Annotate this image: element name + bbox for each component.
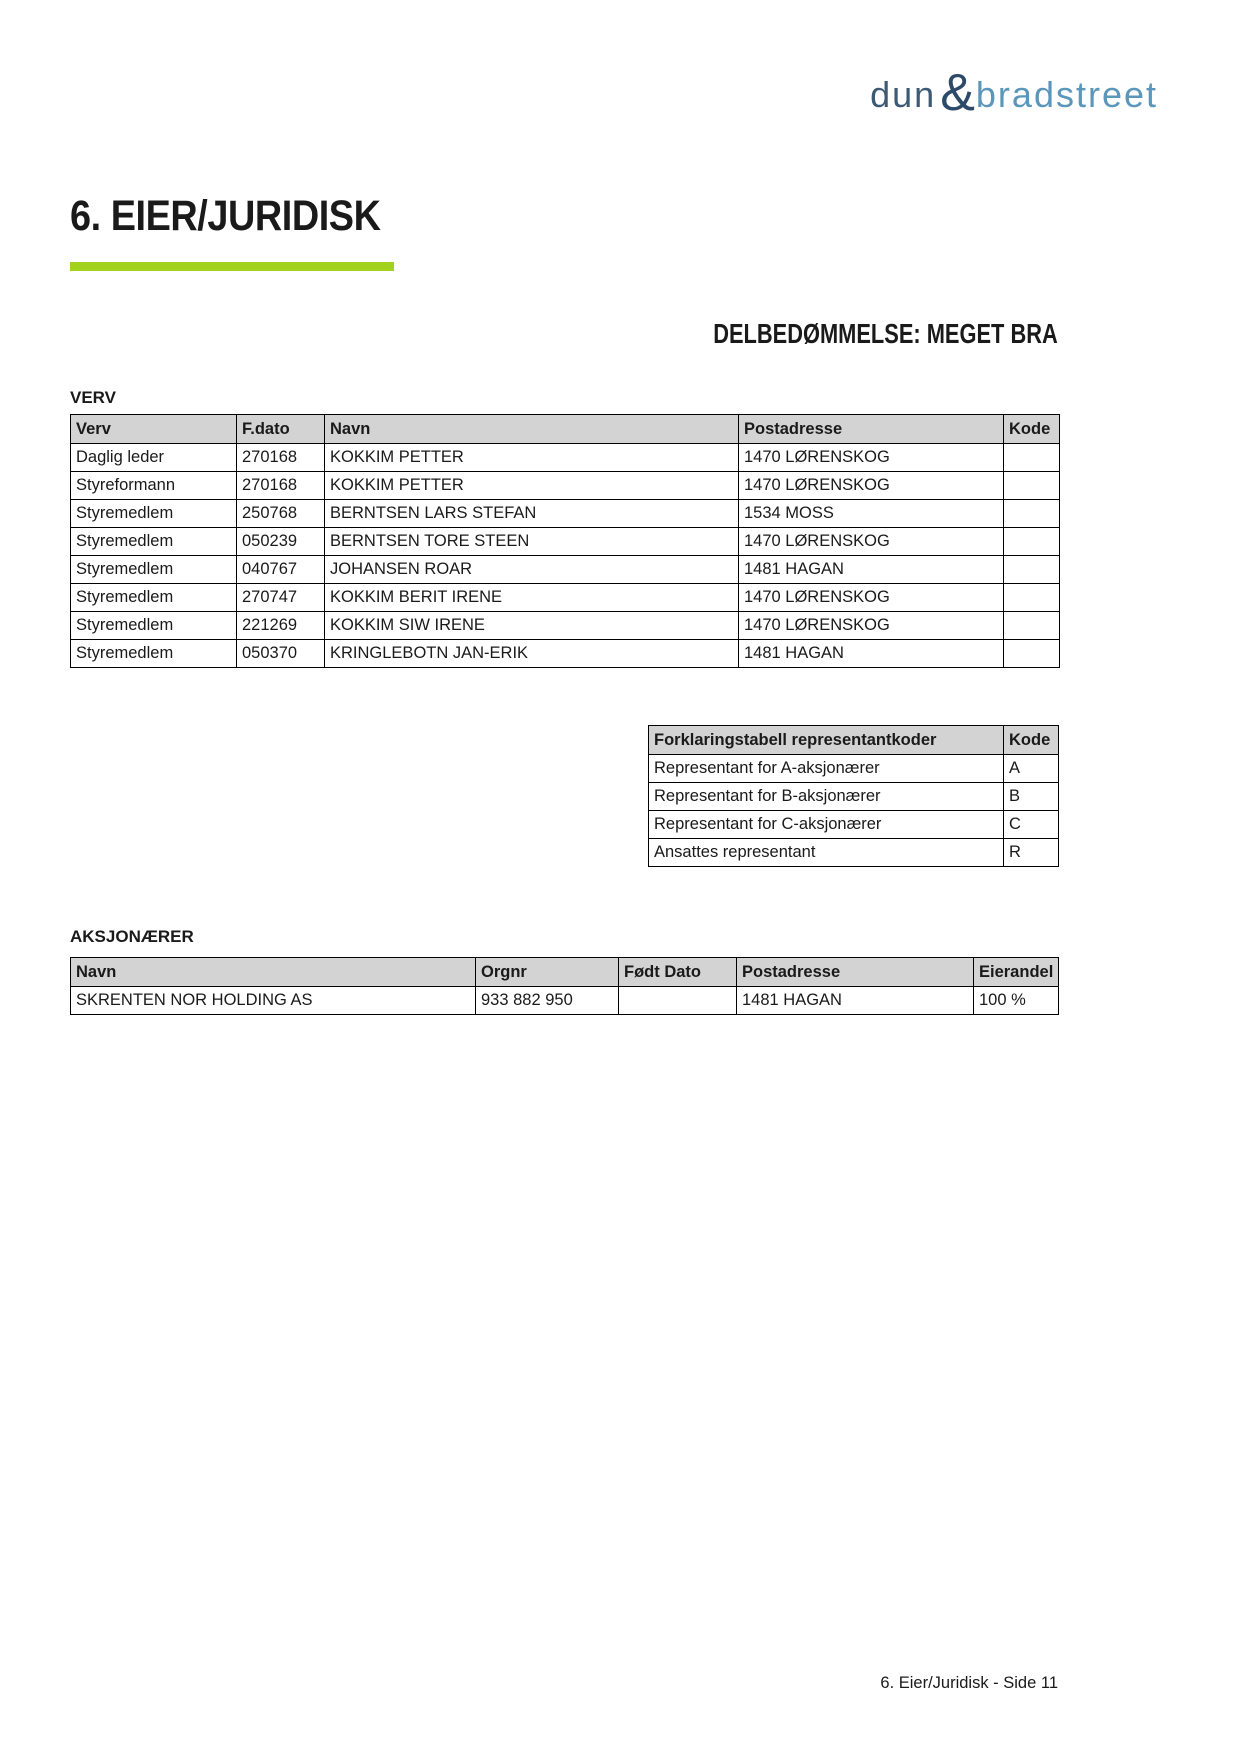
ownership-cell: 100 % <box>974 987 1059 1015</box>
kode-cell <box>1004 640 1060 668</box>
code-cell: R <box>1004 839 1059 867</box>
kode-cell <box>1004 584 1060 612</box>
fdato-cell: 050239 <box>237 528 325 556</box>
verv-cell: Styremedlem <box>71 640 237 668</box>
page-footer: 6. Eier/Juridisk - Side 11 <box>880 1674 1058 1692</box>
birthdate-cell <box>619 987 737 1015</box>
verv-cell: Styremedlem <box>71 556 237 584</box>
code-description-cell: Representant for A-aksjonærer <box>649 755 1004 783</box>
header-cell: Eierandel <box>974 958 1059 987</box>
fdato-cell: 040767 <box>237 556 325 584</box>
table-row <box>649 755 1059 783</box>
navn-cell: KRINGLEBOTN JAN-ERIK <box>325 640 739 668</box>
logo-text-dun: dun <box>870 74 937 115</box>
code-description-cell: Representant for B-aksjonærer <box>649 783 1004 811</box>
table-row <box>649 839 1059 867</box>
header-cell: Navn <box>71 958 476 987</box>
table-row <box>71 444 1060 472</box>
table-row <box>71 612 1060 640</box>
header-cell: Kode <box>1004 415 1060 444</box>
table-row <box>71 987 1059 1015</box>
verv-header-row <box>71 415 1060 444</box>
postadresse-cell: 1470 LØRENSKOG <box>739 528 1004 556</box>
verv-cell: Styreformann <box>71 472 237 500</box>
navn-cell: KOKKIM PETTER <box>325 444 739 472</box>
header-cell: Postadresse <box>737 958 974 987</box>
table-row <box>649 811 1059 839</box>
table-row <box>71 556 1060 584</box>
logo-ampersand-icon: & <box>940 64 975 122</box>
shareholder-name-cell: SKRENTEN NOR HOLDING AS <box>71 987 476 1015</box>
navn-cell: BERNTSEN LARS STEFAN <box>325 500 739 528</box>
dun-bradstreet-logo <box>870 64 1158 122</box>
table-row <box>71 528 1060 556</box>
navn-cell: KOKKIM SIW IRENE <box>325 612 739 640</box>
code-cell: A <box>1004 755 1059 783</box>
kode-cell <box>1004 612 1060 640</box>
postadresse-cell: 1534 MOSS <box>739 500 1004 528</box>
postadresse-cell: 1481 HAGAN <box>739 556 1004 584</box>
fdato-cell: 050370 <box>237 640 325 668</box>
navn-cell: BERNTSEN TORE STEEN <box>325 528 739 556</box>
shareholders-section-label: AKSJONÆRER <box>70 927 194 946</box>
representative-codes-table <box>648 725 1059 867</box>
postadresse-cell: 1470 LØRENSKOG <box>739 584 1004 612</box>
header-cell: Navn <box>325 415 739 444</box>
table-row <box>71 584 1060 612</box>
postadresse-cell: 1470 LØRENSKOG <box>739 612 1004 640</box>
verv-cell: Daglig leder <box>71 444 237 472</box>
header-cell: Kode <box>1004 726 1059 755</box>
postadresse-cell: 1481 HAGAN <box>739 640 1004 668</box>
fdato-cell: 221269 <box>237 612 325 640</box>
fdato-cell: 270168 <box>237 472 325 500</box>
navn-cell: JOHANSEN ROAR <box>325 556 739 584</box>
navn-cell: KOKKIM PETTER <box>325 472 739 500</box>
verv-table <box>70 414 1060 668</box>
shareholders-table <box>70 957 1059 1015</box>
table-row <box>71 472 1060 500</box>
verv-cell: Styremedlem <box>71 612 237 640</box>
code-description-cell: Representant for C-aksjonærer <box>649 811 1004 839</box>
kode-cell <box>1004 472 1060 500</box>
header-cell: Verv <box>71 415 237 444</box>
postadresse-cell: 1470 LØRENSKOG <box>739 444 1004 472</box>
code-header-row <box>649 726 1059 755</box>
header-cell: Postadresse <box>739 415 1004 444</box>
title-accent-bar <box>70 262 394 271</box>
kode-cell <box>1004 500 1060 528</box>
header-cell: Født Dato <box>619 958 737 987</box>
verv-cell: Styremedlem <box>71 584 237 612</box>
postadresse-cell: 1481 HAGAN <box>737 987 974 1015</box>
table-row <box>71 500 1060 528</box>
fdato-cell: 270168 <box>237 444 325 472</box>
code-cell: B <box>1004 783 1059 811</box>
logo-text-bradstreet: bradstreet <box>975 74 1158 115</box>
verv-cell: Styremedlem <box>71 528 237 556</box>
kode-cell <box>1004 444 1060 472</box>
header-cell: Forklaringstabell representantkoder <box>649 726 1004 755</box>
section-rating: DELBEDØMMELSE: MEGET BRA <box>713 318 1058 349</box>
kode-cell <box>1004 528 1060 556</box>
fdato-cell: 250768 <box>237 500 325 528</box>
shareholders-header-row <box>71 958 1059 987</box>
table-row <box>649 783 1059 811</box>
postadresse-cell: 1470 LØRENSKOG <box>739 472 1004 500</box>
fdato-cell: 270747 <box>237 584 325 612</box>
code-cell: C <box>1004 811 1059 839</box>
navn-cell: KOKKIM BERIT IRENE <box>325 584 739 612</box>
kode-cell <box>1004 556 1060 584</box>
orgnr-cell: 933 882 950 <box>476 987 619 1015</box>
verv-section-label: VERV <box>70 388 116 407</box>
code-description-cell: Ansattes representant <box>649 839 1004 867</box>
table-row <box>71 640 1060 668</box>
header-cell: Orgnr <box>476 958 619 987</box>
header-cell: F.dato <box>237 415 325 444</box>
page-title: 6. EIER/JURIDISK <box>70 192 381 240</box>
verv-cell: Styremedlem <box>71 500 237 528</box>
